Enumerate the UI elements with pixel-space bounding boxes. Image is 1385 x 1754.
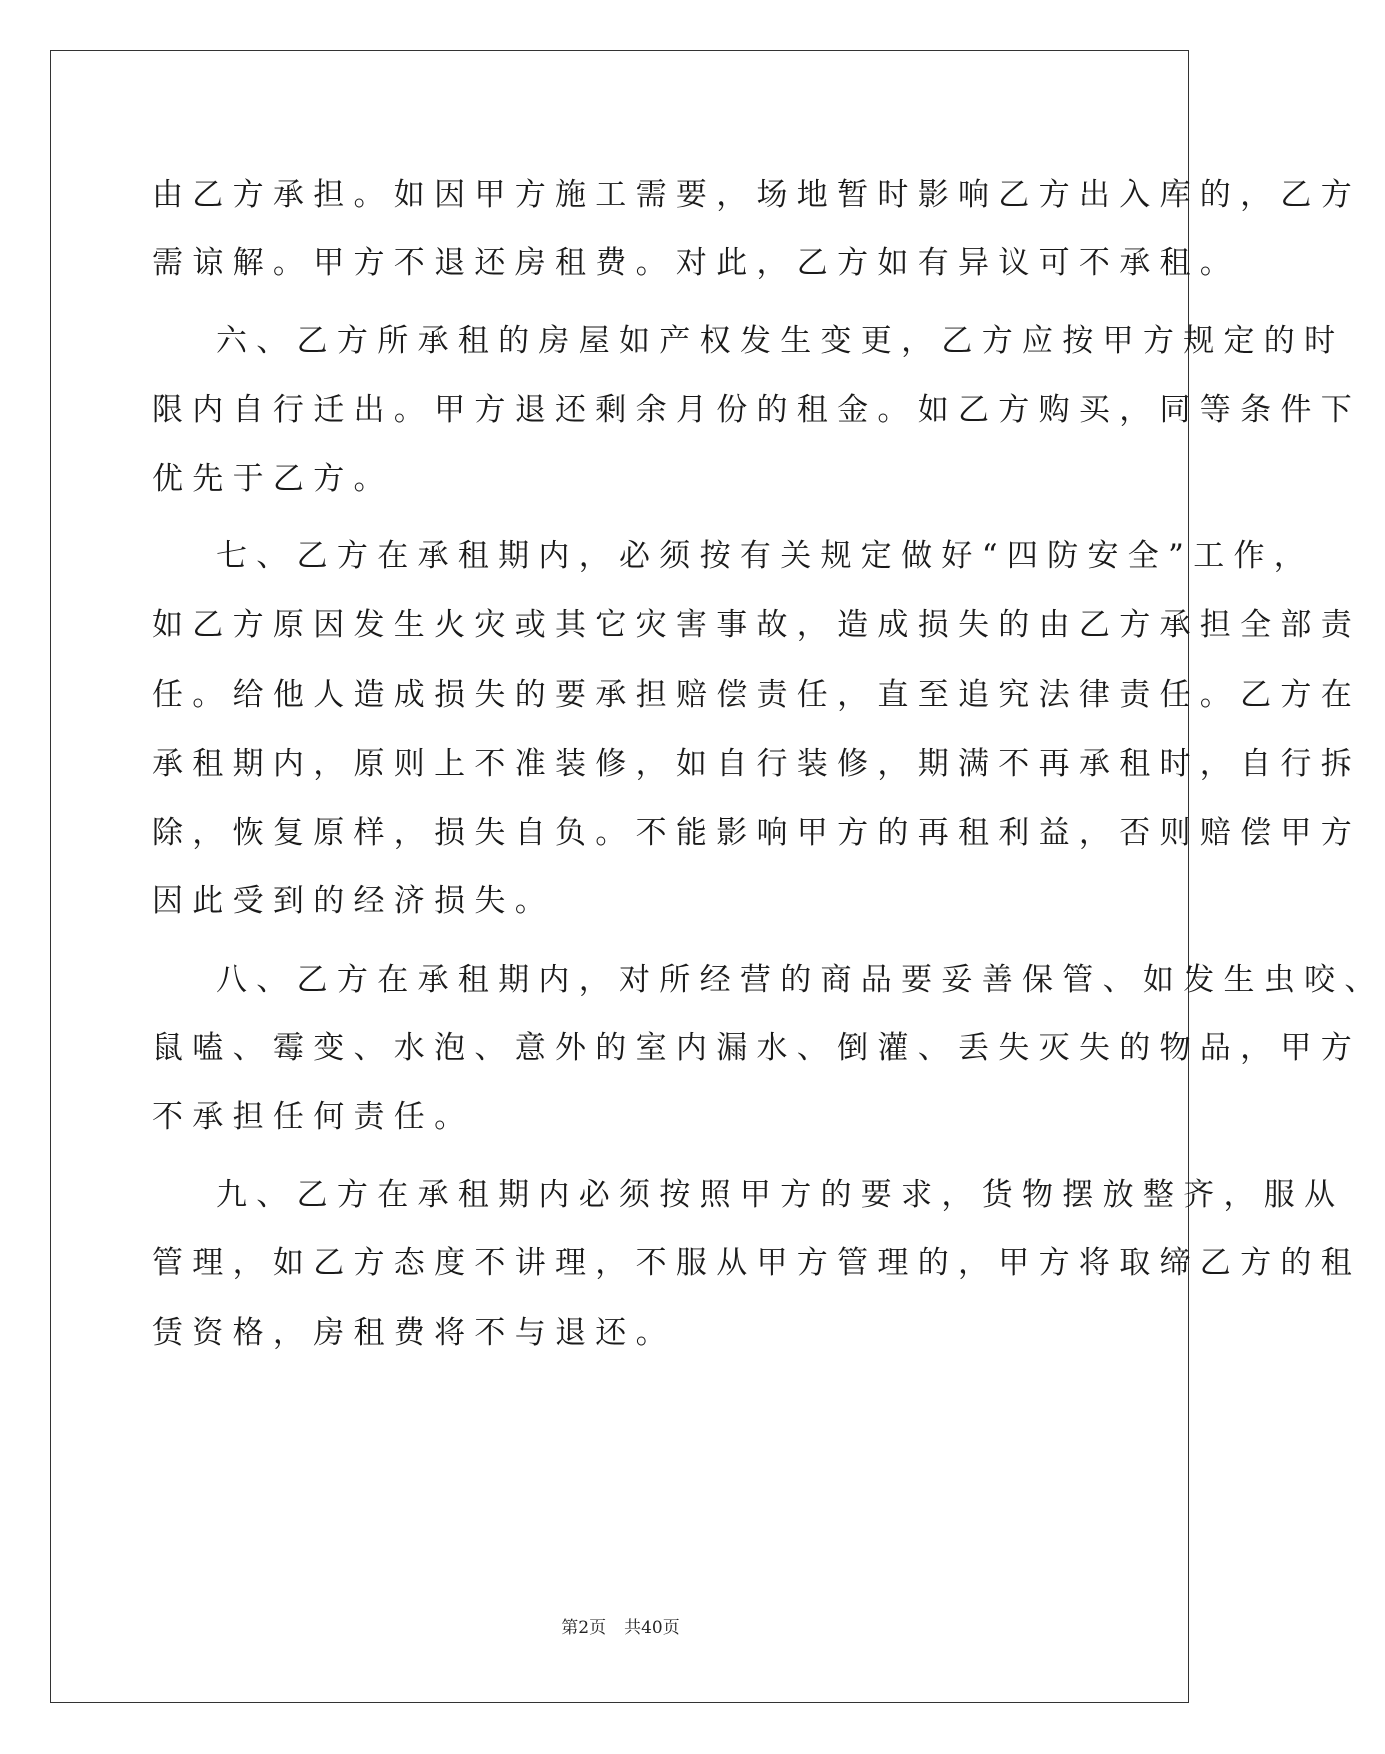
paragraph-start-line: 七、乙方在承租期内，必须按有关规定做好“四防安全”工作，	[216, 538, 1315, 574]
page-number: 第2页	[561, 1618, 607, 1638]
text-line: 由乙方承担。如因甲方施工需要，场地暂时影响乙方出入库的，乙方	[152, 177, 1361, 213]
page-border	[50, 50, 1385, 1703]
text-line: 限内自行迁出。甲方退还剩余月份的租金。如乙方购买，同等条件下	[152, 392, 1361, 428]
text-line: 如乙方原因发生火灾或其它灾害事故，造成损失的由乙方承担全部责	[152, 607, 1361, 643]
page-footer	[0, 1616, 1241, 1640]
text-line: 因此受到的经济损失。	[152, 883, 555, 919]
text-line: 赁资格，房租费将不与退还。	[152, 1315, 676, 1351]
page-total: 共40页	[624, 1618, 680, 1638]
paragraph-start-line: 八、乙方在承租期内，对所经营的商品要妥善保管、如发生虫咬、	[216, 962, 1385, 998]
paragraph-start-line: 九、乙方在承租期内必须按照甲方的要求，货物摆放整齐，服从	[216, 1177, 1345, 1213]
text-line: 任。给他人造成损失的要承担赔偿责任，直至追究法律责任。乙方在	[152, 677, 1361, 713]
text-line: 需谅解。甲方不退还房租费。对此，乙方如有异议可不承租。	[152, 245, 1241, 281]
text-line: 管理，如乙方态度不讲理，不服从甲方管理的，甲方将取缔乙方的租	[152, 1245, 1361, 1281]
text-line: 承租期内，原则上不准装修，如自行装修，期满不再承租时，自行拆	[152, 746, 1361, 782]
text-line: 除，恢复原样，损失自负。不能影响甲方的再租利益，否则赔偿甲方	[152, 815, 1361, 851]
text-line: 鼠嗑、霉变、水泡、意外的室内漏水、倒灌、丢失灭失的物品，甲方	[152, 1030, 1361, 1066]
paragraph-start-line: 六、乙方所承租的房屋如产权发生变更，乙方应按甲方规定的时	[216, 323, 1345, 359]
text-line: 不承担任何责任。	[152, 1099, 475, 1135]
text-line: 优先于乙方。	[152, 461, 394, 497]
